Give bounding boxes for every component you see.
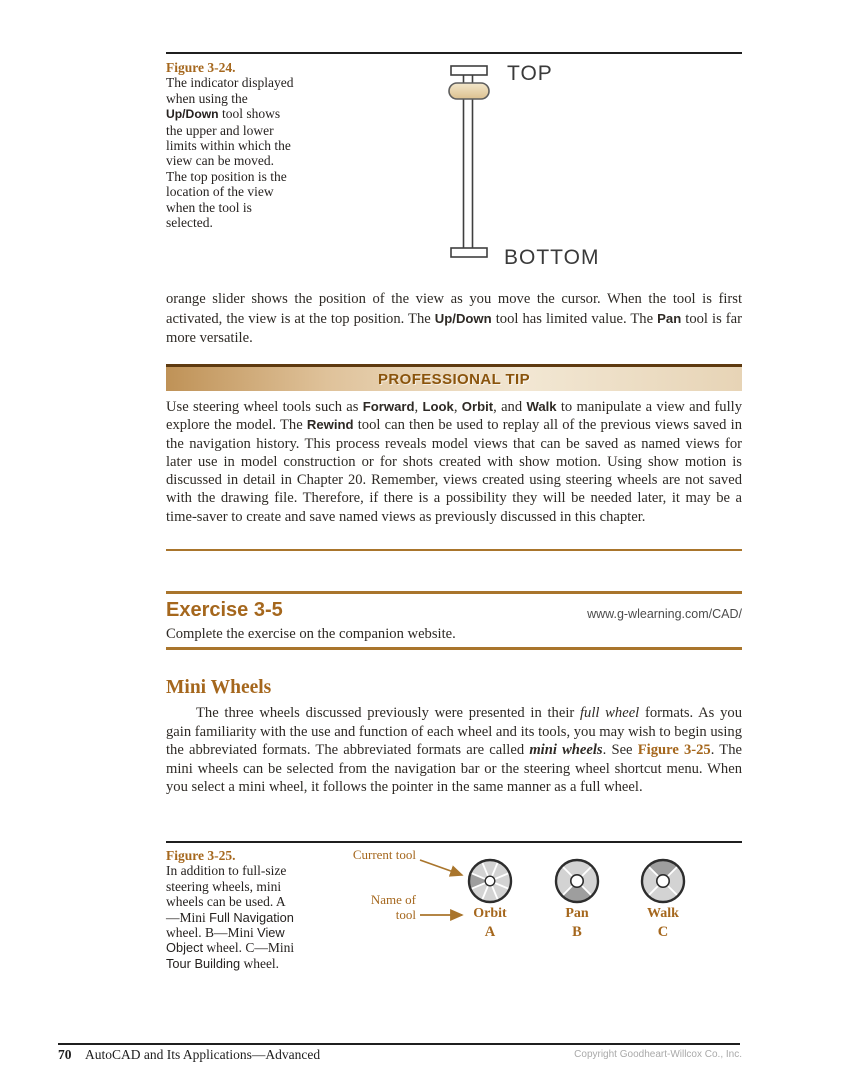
figure-324-caption-text: The indicator displayed when using the: [166, 75, 294, 106]
wheel-letter-c: C: [657, 924, 669, 940]
mini-wheels-paragraph: [166, 704, 742, 797]
mini-wheel-orbit-icon: [467, 858, 513, 904]
exercise-url-link[interactable]: www.g-wlearning.com/CAD/: [587, 607, 742, 621]
figure-324-caption-text: tool shows the upper and lower limits within which the view can be moved. The top position is the location of the view when the tool is selected.: [166, 106, 291, 231]
paragraph-text: , and: [493, 399, 527, 415]
paragraph-text: tool has limited value. The: [491, 311, 658, 327]
paragraph-text: orange slider shows the position of the view as you move the cursor. When the tool is first activated, the view is at the top position. The: [166, 291, 742, 327]
figure-325-caption-text: In addition to full-size steering wheels, mini wheels can be used. A—Mini: [166, 863, 287, 925]
rewind-tool-name: Rewind: [306, 417, 354, 433]
figure-324-caption: [166, 60, 297, 230]
forward-tool-name: Forward: [362, 399, 415, 414]
exercise-instruction: Complete the exercise on the companion website.: [166, 626, 456, 642]
paragraph-text: . The mini wheels can be selected from the navigation bar or the steering wheel shortcut menu. When you select a mini wheel, it follows the pointer in the same manner as a full wheel.: [166, 742, 742, 796]
wheel-name-orbit: Orbit: [473, 906, 507, 921]
paragraph-text: to manipulate a view and fully explore the model. The: [166, 399, 742, 434]
updown-tool-name: Up/Down: [166, 107, 219, 122]
exercise-top-rule: [166, 591, 742, 594]
tip-end-rule: [166, 549, 742, 551]
diagram-bottom-label: BOTTOM: [504, 246, 600, 269]
page-number: 70: [58, 1047, 72, 1062]
slider-paragraph: [166, 290, 742, 348]
mini-wheel-pan-icon: [554, 858, 600, 904]
paragraph-text: tool is far more versatile.: [166, 311, 742, 346]
tour-building-wheel-name: Tour Building: [166, 955, 241, 971]
figure-325-caption: [166, 848, 295, 971]
diagram-top-label: TOP: [507, 62, 553, 85]
mini-wheels-term: mini wheels: [529, 742, 603, 759]
professional-tip-paragraph: [166, 398, 742, 526]
paragraph-text: . See: [602, 742, 638, 759]
view-object-wheel-name: View Object: [166, 925, 285, 956]
figure-325-caption-text: wheel. B—Mini: [166, 925, 258, 941]
walk-tool-name: Walk: [526, 399, 557, 414]
full-wheel-term: full wheel: [579, 705, 640, 721]
figure-325-caption-text: wheel.: [240, 955, 280, 971]
footer-rule: [58, 1043, 740, 1045]
figure-324-label: Figure 3-24.: [166, 60, 236, 75]
full-navigation-wheel-name: Full Navigation: [209, 909, 294, 925]
paragraph-text: The three wheels discussed previously were presented in their: [196, 705, 580, 721]
name-of-tool-annotation: Name of tool: [370, 892, 416, 922]
paragraph-text: ,: [414, 399, 423, 415]
wheel-name-pan: Pan: [565, 906, 589, 921]
pan-tool-name: Pan: [657, 311, 682, 326]
wheel-name-walk: Walk: [647, 906, 679, 921]
figure-325-label: Figure 3-25.: [166, 848, 236, 863]
paragraph-text: tool can then be used to replay all of the previous views saved in the navigation history. This process reveals model views that can be saved as named views for later use in model construction or for shots created with show motion. Using show motion is discussed in detail in Chapter 20. Remember, views created using steering wheels are not saved with the drawing file. Therefore, if there is a possibility they will be needed later, it may be a time-saver to create and save named views as previously discussed in this chapter.: [166, 417, 742, 525]
exercise-bottom-rule: [166, 647, 742, 650]
book-title: AutoCAD and Its Applications—Advanced: [85, 1047, 321, 1062]
figure-325-top-rule: [166, 841, 742, 843]
paragraph-text: formats. As you gain familiarity with the use and function of each wheel and its tools, you may wish to begin using the abbreviated formats. The abbreviated formats are called: [166, 705, 742, 759]
wheel-letter-a: A: [484, 924, 496, 940]
figure-325-caption-text: wheel. C—Mini: [203, 940, 295, 956]
copyright-notice: Copyright Goodheart-Willcox Co., Inc.: [574, 1049, 742, 1060]
updown-tool-name: Up/Down: [434, 311, 492, 326]
mini-wheel-walk-icon: [640, 858, 686, 904]
figure-325-reference: Figure 3-25: [637, 742, 711, 759]
updown-indicator-icon: [440, 58, 500, 260]
exercise-title: Exercise 3-5: [166, 599, 283, 621]
paragraph-text: ,: [453, 399, 462, 415]
look-tool-name: Look: [422, 399, 454, 414]
figure-324-top-rule: [166, 52, 742, 54]
wheel-letter-b: B: [572, 924, 582, 940]
paragraph-text: Use steering wheel tools such as: [166, 399, 363, 415]
current-tool-annotation: Current tool: [352, 847, 416, 862]
orbit-tool-name: Orbit: [461, 399, 494, 414]
current-tool-arrow-icon: [418, 853, 474, 887]
professional-tip-title: PROFESSIONAL TIP: [378, 370, 530, 388]
mini-wheels-heading: Mini Wheels: [166, 677, 272, 698]
professional-tip-banner: [166, 364, 742, 391]
